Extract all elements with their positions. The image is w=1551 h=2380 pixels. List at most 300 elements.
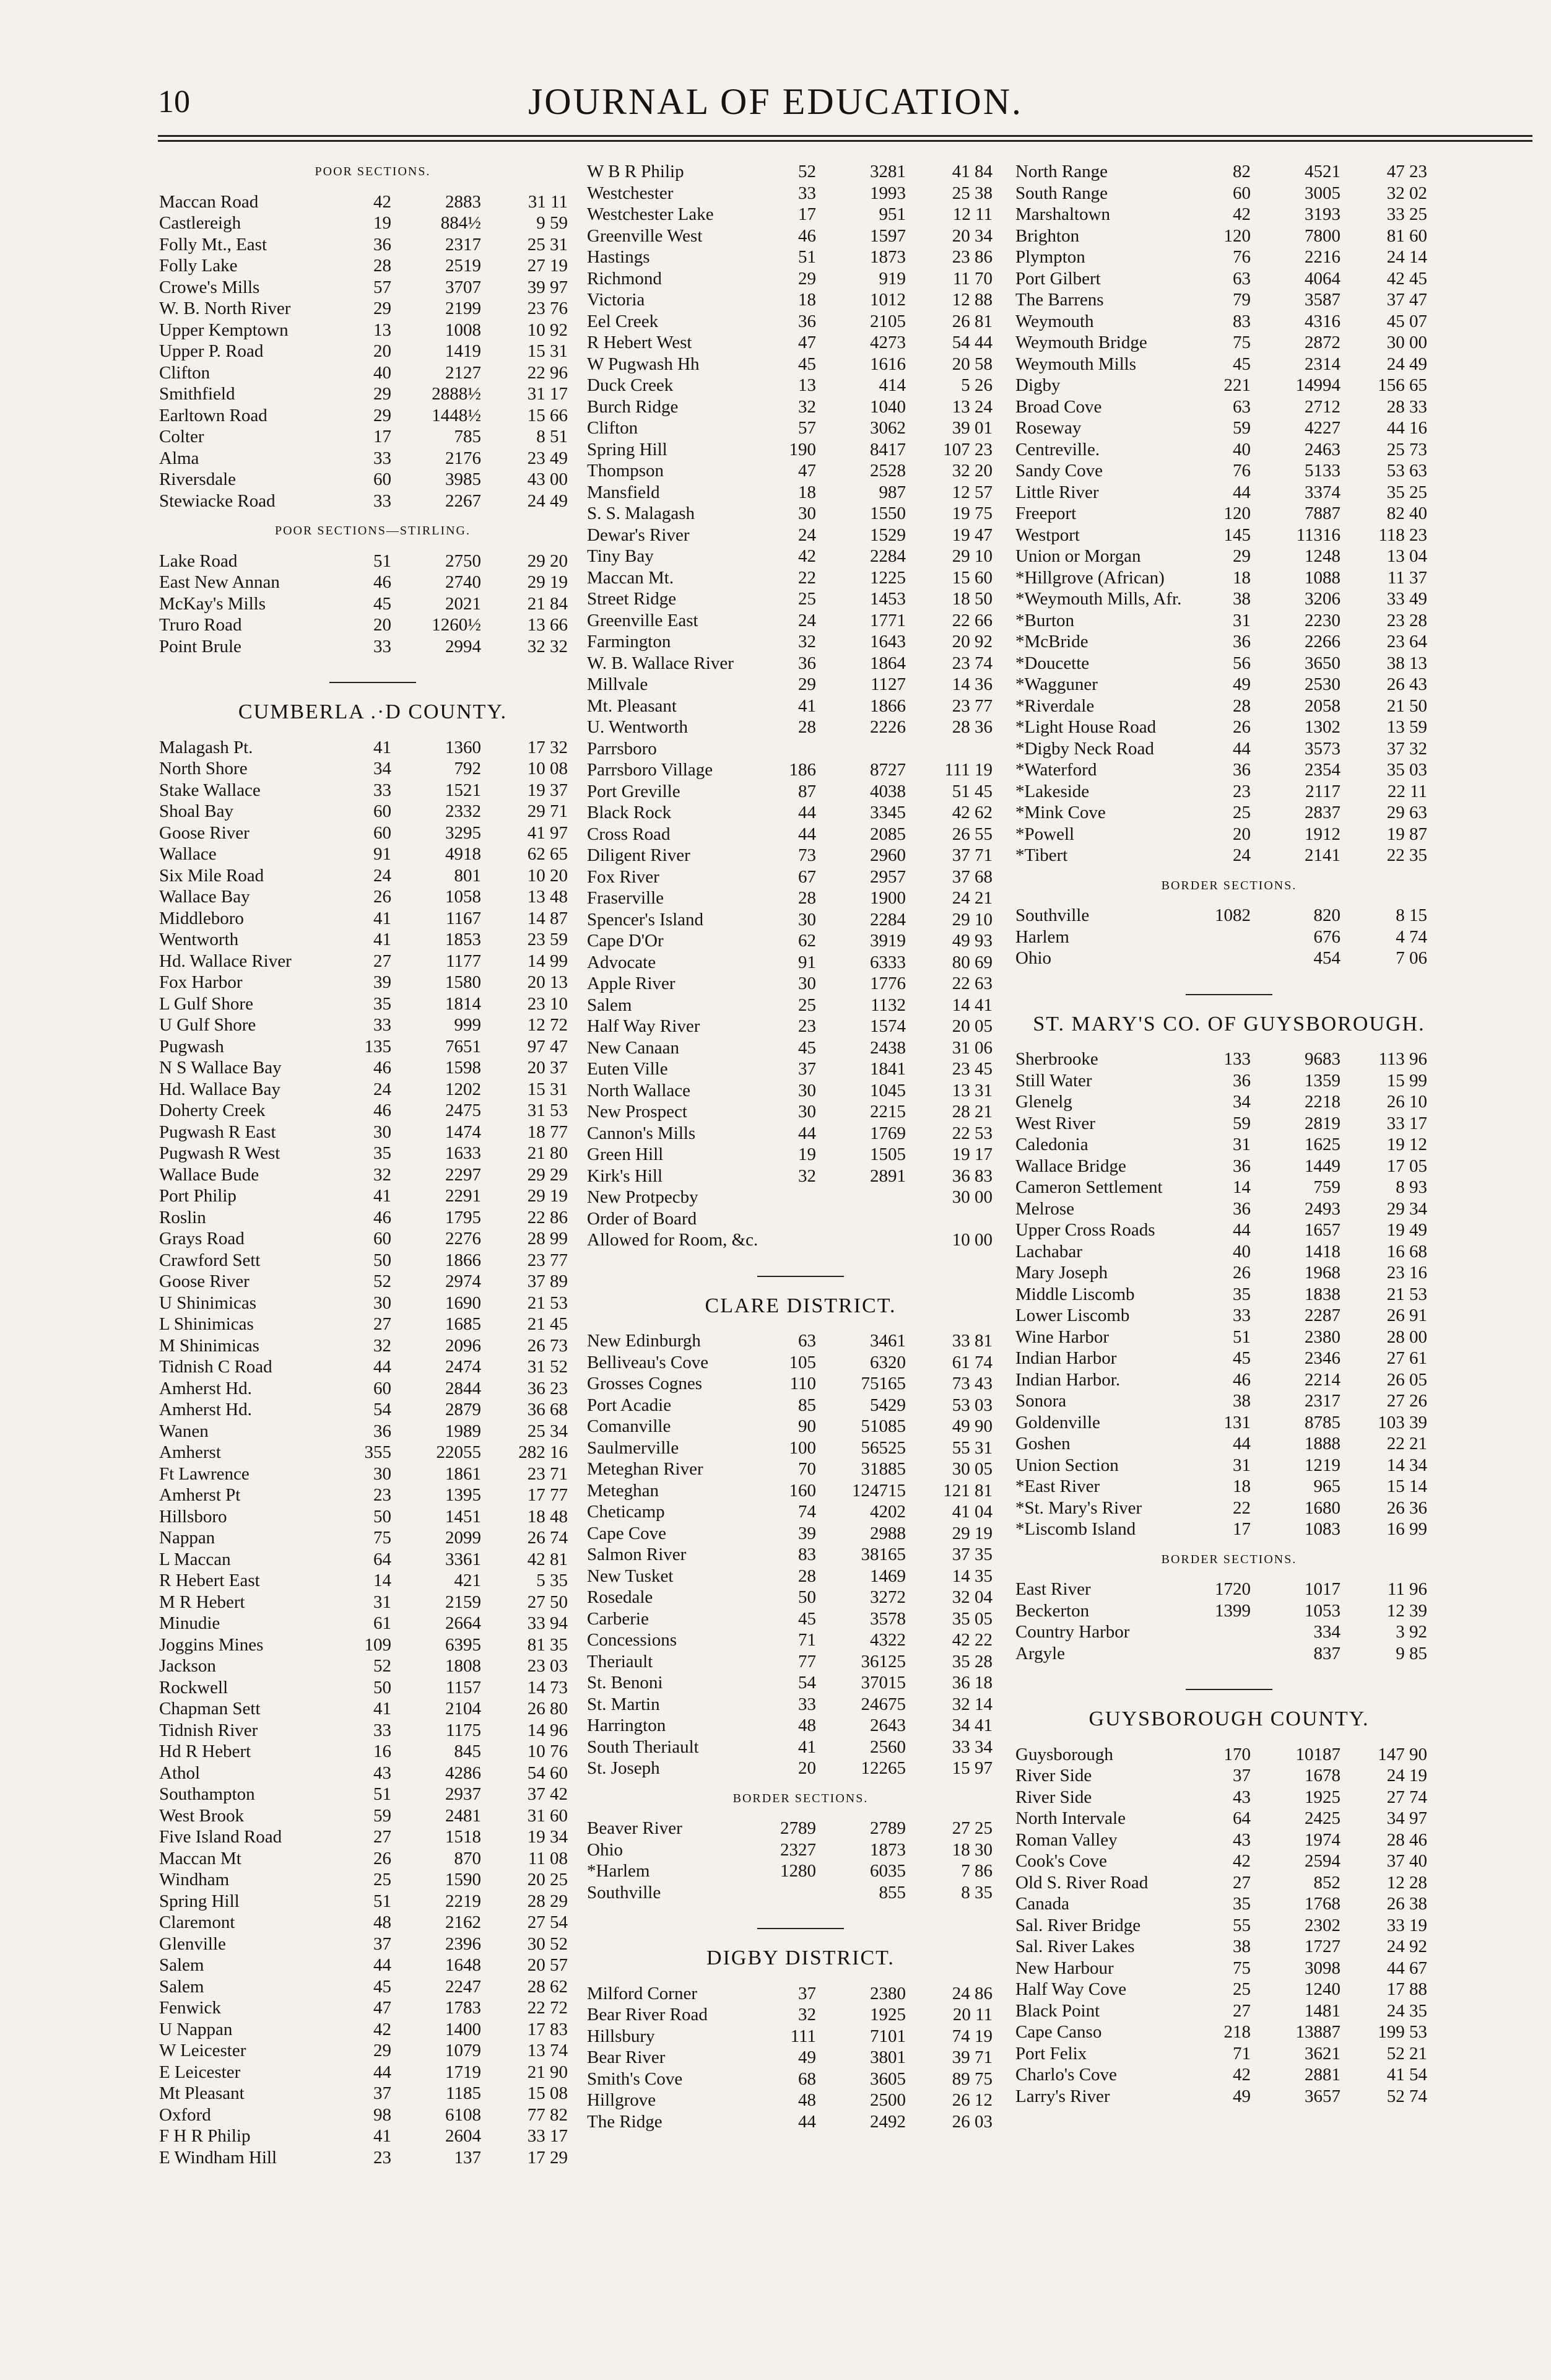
amount: 26 73: [527, 1335, 568, 1356]
amount: 42 22: [952, 1630, 993, 1650]
days-attended: 37: [373, 1933, 391, 1954]
days-attended: 28: [1233, 695, 1251, 716]
grand-total: 2266: [1305, 632, 1340, 652]
grand-total: 2891: [870, 1166, 906, 1186]
table-row: [159, 2125, 586, 2147]
table-row: [587, 1608, 1014, 1630]
days-attended: 1082: [1215, 905, 1251, 925]
section-name: Euten Ville: [587, 1059, 668, 1079]
table-row: [1015, 738, 1443, 760]
section-name: Folly Mt., East: [159, 234, 267, 255]
grand-total: 37015: [861, 1673, 906, 1693]
table-row: [1015, 2021, 1443, 2043]
amount: 19 37: [527, 780, 568, 800]
grand-total: 1727: [1305, 1937, 1340, 1956]
table-row: [1015, 268, 1443, 290]
amount: 20 34: [952, 225, 993, 246]
section-name: New Harbour: [1015, 1958, 1114, 1978]
days-attended: 44: [1233, 738, 1251, 759]
grand-total: 2297: [445, 1164, 481, 1185]
amount: 22 11: [1387, 781, 1427, 801]
table-row: [159, 972, 586, 993]
grand-total: 2883: [445, 191, 481, 212]
amount: 11 08: [528, 1848, 568, 1868]
grand-total: 2493: [1305, 1198, 1340, 1219]
grand-total: 13887: [1295, 2022, 1340, 2042]
amount: 24 19: [1386, 1766, 1427, 1785]
grand-total: 75165: [861, 1374, 906, 1393]
days-attended: 37: [798, 1059, 816, 1079]
table-row: [159, 1250, 586, 1271]
amount: 27 25: [952, 1818, 993, 1838]
section-name: St. Joseph: [587, 1758, 660, 1778]
section-name: Cook's Cove: [1015, 1851, 1107, 1871]
days-attended: 190: [789, 439, 816, 460]
grand-total: 1053: [1305, 1600, 1340, 1621]
days-attended: 41: [798, 695, 816, 716]
amount: 15 31: [527, 1079, 568, 1099]
table-row: [159, 1271, 586, 1292]
grand-total: 2712: [1305, 396, 1340, 417]
section-name: Goshen: [1015, 1434, 1071, 1454]
days-attended: [773, 1882, 816, 1904]
section-name: Colter: [159, 427, 204, 447]
section-name: Harrington: [587, 1715, 666, 1735]
table-row: [587, 738, 1014, 760]
section-name: Bear River Road: [587, 2005, 708, 2025]
amount: 10 20: [527, 865, 568, 886]
grand-total: 4227: [1305, 418, 1340, 438]
table-row: [159, 1826, 586, 1848]
table-row: [587, 1144, 1014, 1166]
grand-total: 6333: [870, 952, 906, 972]
days-attended: 111: [790, 2026, 816, 2046]
amount: 37 40: [1386, 1851, 1427, 1871]
amount: 15 08: [527, 2083, 568, 2103]
grand-total: 1185: [446, 2083, 481, 2103]
days-attended: 44: [373, 2062, 391, 2082]
section-name: Fox Harbor: [159, 972, 243, 992]
grand-total: 1590: [445, 1870, 481, 1890]
table-row: [159, 1506, 586, 1528]
table-row: [587, 2111, 1014, 2133]
table-row: [159, 1634, 586, 1656]
days-attended: 33: [1233, 1306, 1251, 1325]
days-attended: [1207, 926, 1251, 948]
section-name: Order of Board: [587, 1208, 697, 1229]
days-attended: 29: [373, 2041, 391, 2060]
section-name: M R Hebert: [159, 1592, 245, 1612]
section-name: *Light House Road: [1015, 717, 1157, 737]
table-row: [1015, 225, 1443, 247]
amount: 53 03: [952, 1395, 993, 1415]
amount: 33 17: [527, 2126, 568, 2146]
days-attended: 52: [373, 1271, 391, 1291]
days-attended: 40: [373, 362, 391, 383]
table-row: [159, 1292, 586, 1314]
section-name: Sandy Cove: [1015, 461, 1103, 481]
grand-total: 3272: [870, 1587, 906, 1607]
table-row: [1015, 1177, 1443, 1198]
grand-total: 2560: [870, 1737, 906, 1757]
days-attended: 1280: [780, 1861, 816, 1881]
amount: 35 28: [952, 1651, 993, 1672]
table-row: [1015, 567, 1443, 589]
table-row: [587, 845, 1014, 866]
amount: 39 97: [527, 277, 568, 297]
table-row: [587, 887, 1014, 909]
table-row: [1015, 1262, 1443, 1284]
section-name: Clifton: [159, 362, 211, 383]
grand-total: 2789: [870, 1818, 906, 1838]
section-name: Goldenville: [1015, 1412, 1100, 1432]
days-attended: 79: [1233, 290, 1251, 310]
section-name: Lake Road: [159, 551, 238, 571]
section-name: South Theriault: [587, 1737, 699, 1757]
table-row: [159, 614, 586, 636]
table-row: [1015, 674, 1443, 695]
amount: 54 44: [952, 333, 993, 352]
table-row: [1015, 525, 1443, 546]
grand-total: 1989: [445, 1421, 481, 1441]
section-name: *McBride: [1015, 632, 1088, 652]
amount: 8 15: [1396, 905, 1427, 925]
amount: 9 59: [536, 213, 568, 233]
days-attended: 110: [789, 1374, 816, 1393]
days-attended: 51: [373, 1784, 391, 1804]
grand-total: 3650: [1305, 653, 1340, 673]
section-name: Eel Creek: [587, 311, 659, 331]
days-attended: 27: [1233, 1872, 1251, 1893]
amount: 26 36: [1386, 1497, 1427, 1518]
grand-total: 1008: [445, 320, 481, 340]
table-row: [587, 1458, 1014, 1480]
days-attended: 45: [798, 1037, 816, 1058]
grand-total: 852: [1313, 1872, 1340, 1893]
grand-total: 837: [1313, 1643, 1340, 1663]
section-name: E Windham Hill: [159, 2147, 277, 2168]
amount: 74 19: [952, 2026, 993, 2046]
amount: 107 23: [943, 439, 993, 460]
days-attended: 13: [798, 375, 816, 395]
grand-total: 1418: [1305, 1241, 1340, 1262]
amount: 34 41: [952, 1715, 993, 1735]
amount: 28 00: [1386, 1327, 1427, 1347]
days-attended: 51: [1233, 1327, 1251, 1347]
section-name: Amherst Pt: [159, 1485, 241, 1505]
amount: 23 77: [952, 695, 993, 716]
days-attended: 1720: [1215, 1579, 1251, 1599]
section-name: L Shinimicas: [159, 1314, 254, 1334]
amount: 22 35: [1386, 845, 1427, 865]
grand-total: 1132: [871, 995, 906, 1015]
amount: 121 81: [943, 1480, 993, 1501]
table-row: [587, 246, 1014, 268]
grand-total: 2957: [870, 866, 906, 887]
grand-total: 2085: [870, 824, 906, 844]
table-row: [159, 426, 586, 448]
amount: 27 74: [1386, 1787, 1427, 1807]
amount: 18 50: [952, 589, 993, 609]
grand-total: 1597: [870, 225, 906, 246]
grand-total: 3657: [1305, 2086, 1340, 2106]
amount: 27 19: [527, 256, 568, 276]
section-name: Parrsboro Village: [587, 760, 713, 780]
amount: 27 54: [527, 1912, 568, 1932]
table-row: [587, 952, 1014, 974]
section-name: Canada: [1015, 1894, 1069, 1914]
table-row: [1015, 311, 1443, 333]
grand-total: 1202: [445, 1079, 481, 1099]
grand-total: 2096: [445, 1335, 481, 1356]
grand-total: 2216: [1305, 247, 1340, 267]
days-attended: 31: [1233, 610, 1251, 630]
section-name: Pugwash: [159, 1036, 224, 1057]
days-attended: 30: [373, 1122, 391, 1142]
section-name: *Digby Neck Road: [1015, 738, 1154, 759]
days-attended: 42: [373, 191, 391, 212]
section-name: Amherst Hd.: [159, 1400, 252, 1419]
section-name: Black Rock: [587, 803, 672, 822]
days-attended: 30: [373, 1292, 391, 1313]
days-attended: 24: [798, 610, 816, 630]
table-row: [1015, 1829, 1443, 1851]
amount: 19 17: [952, 1144, 993, 1164]
table-row: [159, 1442, 586, 1463]
grand-total: 1795: [445, 1207, 481, 1227]
amount: 25 34: [527, 1421, 568, 1441]
grand-total: 2276: [445, 1229, 481, 1249]
days-attended: 19: [798, 1144, 816, 1164]
section-name: The Ridge: [587, 2111, 663, 2132]
table-row: [587, 525, 1014, 546]
table-row: [587, 824, 1014, 845]
table-row: [1015, 246, 1443, 268]
amount: 42 81: [527, 1549, 568, 1569]
table-row: [159, 1314, 586, 1335]
amount: 199 53: [1378, 2022, 1427, 2042]
amount: 11 70: [952, 268, 993, 289]
section-name: R Hebert East: [159, 1571, 260, 1590]
grand-total: 2099: [445, 1528, 481, 1548]
amount: 23 16: [1386, 1263, 1427, 1283]
section-name: Ft Lawrence: [159, 1463, 250, 1484]
amount: 17 29: [527, 2147, 568, 2168]
amount: 3 92: [1396, 1622, 1427, 1642]
amount: 81 60: [1386, 225, 1427, 246]
grand-total: 1469: [870, 1566, 906, 1586]
section-name: Theriault: [587, 1651, 653, 1672]
section-name: Hd. Wallace River: [159, 951, 292, 971]
amount: 73 43: [952, 1374, 993, 1393]
grand-total: 2500: [870, 2090, 906, 2110]
amount: 17 83: [527, 2019, 568, 2039]
amount: 19 12: [1386, 1135, 1427, 1154]
table-row: [159, 2040, 586, 2062]
table-row: [159, 469, 586, 490]
amount: 23 77: [527, 1250, 568, 1270]
section-name: Fenwick: [159, 1998, 221, 2018]
grand-total: 2740: [445, 572, 481, 592]
amount: 41 04: [952, 1502, 993, 1522]
table-row: [587, 1523, 1014, 1545]
days-attended: 39: [373, 972, 391, 992]
days-attended: 30: [798, 503, 816, 523]
section-name: Half Way River: [587, 1016, 700, 1036]
table-row: [159, 448, 586, 469]
section-name: Salem: [587, 995, 632, 1015]
amount: 20 25: [527, 1870, 568, 1890]
amount: 11 96: [1387, 1579, 1427, 1599]
amount: 7 06: [1396, 948, 1427, 968]
table-row: [587, 1330, 1014, 1352]
days-attended: 46: [373, 572, 391, 592]
section-name: Beaver River: [587, 1818, 682, 1838]
amount: 15 60: [952, 567, 993, 588]
amount: 12 88: [952, 290, 993, 310]
days-attended: 18: [798, 290, 816, 310]
section-divider: [1186, 1689, 1272, 1690]
amount: 28 99: [527, 1229, 568, 1249]
table-row: [1015, 460, 1443, 482]
section-name: *Waterford: [1015, 760, 1097, 780]
grand-total: 36125: [861, 1651, 906, 1672]
days-attended: 44: [373, 1357, 391, 1377]
table-row: [159, 1036, 586, 1058]
grand-total: 1175: [446, 1720, 481, 1740]
grand-total: 4918: [445, 844, 481, 864]
table-row: [1015, 1979, 1443, 2000]
amount: 12 72: [527, 1015, 568, 1035]
days-attended: 27: [373, 1827, 391, 1847]
section-name: Chapman Sett: [159, 1699, 261, 1719]
table-row: [587, 1395, 1014, 1416]
section-name: Allowed for Room, &c.: [587, 1230, 758, 1250]
table-row: [159, 1100, 586, 1122]
grand-total: 1925: [870, 2005, 906, 2025]
table-row: [587, 417, 1014, 439]
grand-total: 1783: [445, 1998, 481, 2018]
days-attended: 186: [789, 760, 816, 780]
section-name: Saulmerville: [587, 1437, 679, 1458]
section-name: *Powell: [1015, 824, 1075, 844]
amount: 49 90: [952, 1416, 993, 1436]
amount: 24 21: [952, 888, 993, 908]
section-name: Spring Hill: [159, 1891, 240, 1911]
days-attended: 33: [373, 636, 391, 656]
table-row: [587, 2068, 1014, 2090]
days-attended: 63: [1233, 396, 1251, 417]
section-name: Mary Joseph: [1015, 1263, 1108, 1283]
section-name: The Barrens: [1015, 290, 1104, 310]
days-attended: 85: [798, 1395, 816, 1415]
days-attended: 218: [1223, 2022, 1251, 2042]
grand-total: 1993: [870, 183, 906, 203]
amount: 14 96: [527, 1720, 568, 1740]
section-name: North Shore: [159, 759, 248, 778]
days-attended: 28: [798, 1566, 816, 1586]
table-row: [587, 567, 1014, 589]
days-attended: 42: [798, 546, 816, 566]
amount: 26 38: [1386, 1894, 1427, 1914]
days-attended: 56: [1233, 653, 1251, 673]
days-attended: 32: [373, 1335, 391, 1356]
days-attended: 54: [798, 1673, 816, 1693]
grand-total: 1657: [1305, 1220, 1340, 1240]
days-attended: 160: [789, 1480, 816, 1501]
grand-total: 3062: [870, 418, 906, 438]
days-attended: 42: [1233, 2065, 1251, 2085]
grand-total: 8727: [870, 760, 906, 780]
section-name: Black Point: [1015, 2000, 1100, 2021]
days-attended: 49: [1233, 674, 1251, 694]
section-name: Middleboro: [159, 908, 244, 928]
section-name: Sal. River Bridge: [1015, 1915, 1141, 1935]
amount: 44 16: [1386, 418, 1427, 438]
table-row: [587, 1101, 1014, 1123]
table-row: [1015, 482, 1443, 503]
days-attended: 70: [798, 1459, 816, 1479]
days-attended: 19: [373, 213, 391, 233]
amount: 29 71: [527, 801, 568, 821]
grand-total: 22055: [436, 1442, 481, 1462]
amount: 8 35: [961, 1882, 993, 1903]
days-attended: 41: [373, 737, 391, 757]
section-name: Richmond: [587, 268, 662, 289]
section-name: Kirk's Hill: [587, 1166, 663, 1186]
days-attended: 32: [373, 1164, 391, 1185]
section-name: Glenville: [159, 1933, 226, 1954]
section-name: Roman Valley: [1015, 1829, 1118, 1850]
grand-total: 1359: [1305, 1070, 1340, 1091]
grand-total: 3605: [870, 2068, 906, 2089]
amount: 19 34: [527, 1827, 568, 1847]
days-attended: 60: [373, 469, 391, 489]
section-name: Smithfield: [159, 384, 235, 404]
grand-total: 2492: [870, 2111, 906, 2132]
grand-total: 2317: [445, 234, 481, 255]
grand-total: 1058: [445, 887, 481, 907]
section-name: Larry's River: [1015, 2086, 1110, 2106]
amount: 24 49: [1386, 354, 1427, 374]
grand-total: 2247: [445, 1976, 481, 1997]
grand-total: 1127: [871, 674, 906, 694]
table-row: [159, 1592, 586, 1613]
amount: 15 31: [527, 341, 568, 361]
grand-total: 1550: [870, 503, 906, 523]
days-attended: 52: [798, 162, 816, 181]
grand-total: 1481: [1305, 2000, 1340, 2021]
table-row: [1015, 161, 1443, 183]
days-attended: 25: [1233, 1979, 1251, 1999]
grand-total: 56525: [861, 1437, 906, 1458]
section-name: Mt. Pleasant: [587, 695, 677, 716]
table-row: [1015, 289, 1443, 311]
table-row: [1015, 1134, 1443, 1156]
amount: 103 39: [1378, 1412, 1427, 1432]
section-name: Cross Road: [587, 824, 671, 844]
days-attended: 59: [373, 1805, 391, 1826]
table-row: [159, 1122, 586, 1143]
table-row: [587, 1437, 1014, 1459]
amount: 24 49: [527, 490, 568, 511]
table-row: [159, 780, 586, 801]
days-attended: 355: [364, 1442, 391, 1462]
days-attended: 47: [798, 333, 816, 352]
days-attended: 28: [798, 888, 816, 908]
amount: 19 75: [952, 503, 993, 523]
days-attended: 2327: [780, 1839, 816, 1860]
